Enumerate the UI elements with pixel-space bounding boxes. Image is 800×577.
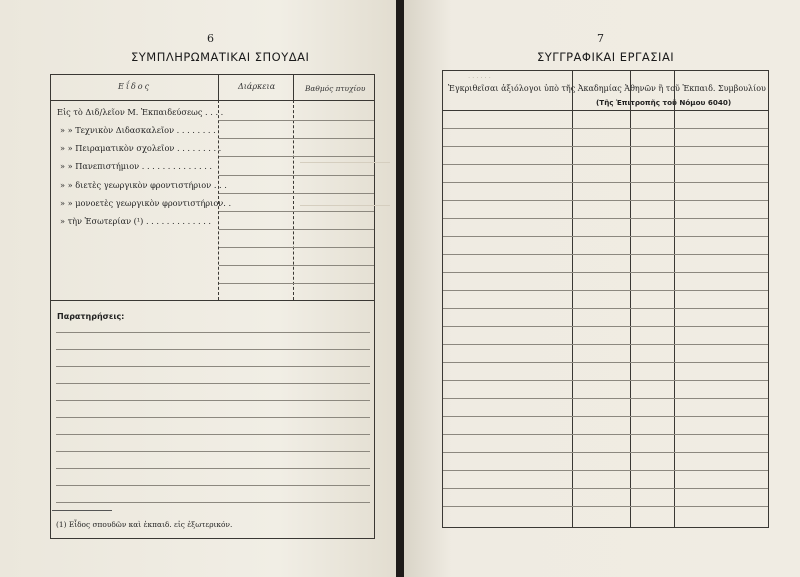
- column-header-duration: Διάρκεια: [238, 82, 276, 91]
- page-number: 6: [207, 32, 214, 45]
- show-through: [300, 162, 390, 164]
- page-title: ΣΥΓΓΡΑΦΙΚΑΙ ΕΡΓΑΣΙΑΙ: [537, 50, 675, 64]
- left-page: [0, 0, 398, 577]
- table-row: » » διετὲς γεωργικὸν φροντιστήριον . . .: [60, 180, 227, 190]
- table-row: » τὴν Ἑσωτερίαν (¹) . . . . . . . . . . . . .: [60, 216, 212, 226]
- column-header-type: Εΐδος: [118, 82, 152, 91]
- page-title: ΣΥΜΠΛΗΡΩΜΑΤΙΚΑΙ ΣΠΟΥΔΑΙ: [131, 50, 310, 64]
- table-row: » » Πανεπιστήμιον . . . . . . . . . . . . . .: [60, 161, 213, 171]
- page-number: 7: [597, 32, 604, 45]
- right-page: [404, 0, 800, 577]
- writings-table: [442, 70, 769, 528]
- show-through: [300, 205, 390, 207]
- header-line: Ἐγκριθεῖσαι ἀξιόλογοι ὑπὸ τῆς Ἀκαδημίας Ἀθηνῶν ἢ τοῦ Ἐκπαιδ. Συμβουλίου: [448, 84, 766, 93]
- footnote: (1) Εἶδος σπουδῶν καὶ ἐκπαιδ. εἰς ἐξωτερικόν.: [56, 520, 233, 529]
- table-row: » » μονοετὲς γεωργικὸν φροντιστήριον. .: [60, 198, 232, 208]
- header-subtitle: (Τῆς Ἐπιτροπῆς τοῦ Νόμου 6040): [596, 98, 732, 107]
- show-through: · · · · · ·: [468, 74, 491, 82]
- table-row: » » Πειραματικὸν σχολεῖον . . . . . . . . .: [60, 143, 222, 153]
- table-row: Εἰς τὸ Διδ/λεῖον Μ. Ἐκπαιδεύσεως . . . .: [57, 107, 224, 117]
- column-header-grade: Βαθμός πτυχίου: [305, 84, 366, 93]
- observations-label: Παρατηρήσεις:: [57, 312, 125, 321]
- table-row: » » Τεχνικὸν Διδασκαλεῖον . . . . . . . .: [60, 125, 216, 135]
- header-rule: [50, 100, 375, 101]
